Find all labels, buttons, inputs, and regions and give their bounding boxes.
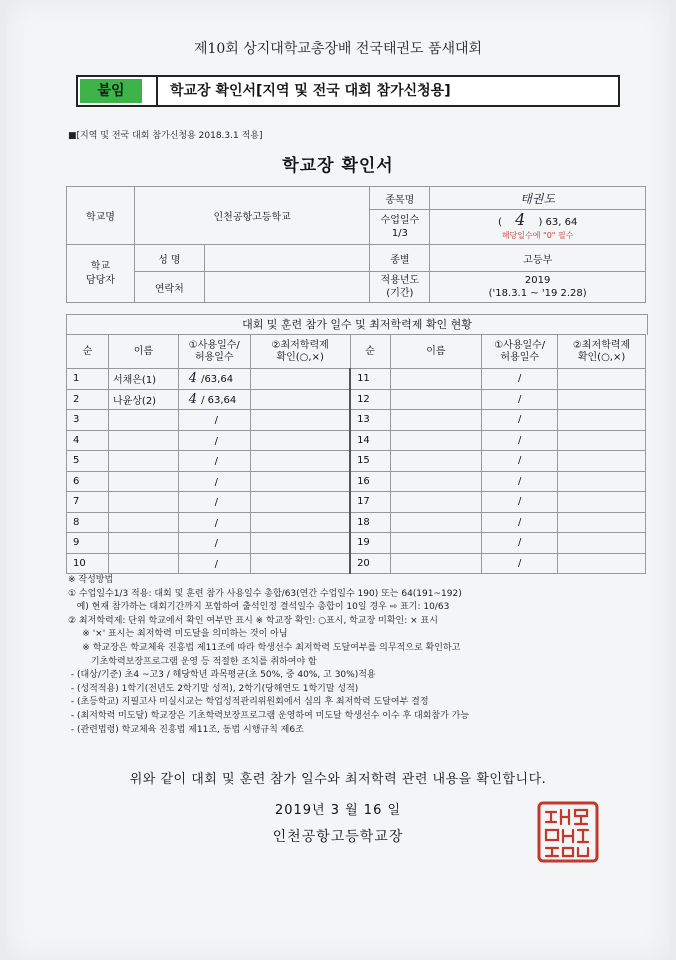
participants-table (66, 334, 646, 574)
row-days-allowed: / (214, 558, 218, 570)
header-days-right (482, 335, 558, 369)
row-minimum-check (250, 553, 350, 574)
row-minimum-check (250, 451, 350, 472)
row-name-right (390, 369, 482, 390)
header-minimum-line1: ②최저학력제 (271, 339, 329, 351)
row-minimum-check (250, 369, 350, 390)
applicable-note: ■[지역 및 전국 대회 참가신청용 2018.3.1 적용] (68, 131, 263, 141)
table-row (67, 369, 646, 390)
table-row (67, 430, 646, 451)
instruction-line: ① 수업일수1/3 적용: 대회 및 훈련 참가 사용일수 총합/63(연간 수업일수 190) 또는 64(191~192) (68, 588, 462, 599)
instruction-line: - (초등학교) 지필고사 미실시교는 학업성적관리위원회에서 심의 후 최저학력 도달여부 결정 (68, 697, 429, 708)
header-minimum-right-line2: 확인(○,×) (577, 351, 626, 363)
row-no-right: 14 (350, 430, 390, 451)
days-label-line1: 수업일수 (380, 215, 420, 226)
table-row (67, 512, 646, 533)
row-minimum-check-right (558, 369, 646, 390)
year-value-line1: 2019 (524, 275, 551, 286)
row-days-handwritten: 4 (188, 371, 198, 387)
table-row (67, 471, 646, 492)
days-value-line (430, 209, 645, 229)
table-header-row (67, 335, 646, 369)
row-days (178, 430, 250, 451)
participants-body (67, 369, 646, 574)
row-days-allowed: / (214, 415, 218, 427)
instruction-line: - (성적적용) 1학기(전년도 2학기말 성적), 2학기(당해연도 1학기말 성적) (68, 683, 359, 694)
instruction-line: - (관련법령) 학교체육 진흥법 제11조, 동법 시행규칙 제6조 (68, 724, 304, 735)
row-minimum-check-right (558, 389, 646, 410)
header-days (178, 335, 250, 369)
instruction-line: ② 최저학력제: 단위 학교에서 확인 여부만 표시 ※ 학교장 확인: ○표시, 학교장 미확인: × 표시 (68, 615, 438, 626)
row-name-right (390, 430, 482, 451)
row-name-right (390, 492, 482, 513)
instruction-line: 기초학력보장프로그램 운영 등 적절한 조치를 취하여야 함 (68, 656, 317, 667)
days-allowed: ) 63, 64 (538, 216, 578, 228)
table-row (67, 451, 646, 472)
writing-instructions (68, 574, 668, 737)
contact-group-label (67, 245, 135, 303)
row-no-right: 11 (350, 369, 390, 390)
name-value (204, 245, 370, 272)
row-days-allowed: /63,64 (201, 374, 234, 386)
row-days (178, 471, 250, 492)
event-value: 태권도 (430, 187, 646, 210)
header-days-right-line1: ①사용일수/ (494, 339, 546, 351)
row-days-right: / (482, 492, 558, 513)
row-name (108, 492, 178, 513)
phone-label: 연락처 (134, 272, 204, 303)
row-name (108, 430, 178, 451)
row-days (178, 533, 250, 554)
row-no-right: 17 (350, 492, 390, 513)
contact-group-label-line1: 학교 (90, 260, 111, 272)
attachment-tag: 붙임 (80, 79, 142, 103)
table-row (67, 533, 646, 554)
row-name-right (390, 389, 482, 410)
instruction-line: ※ 학교장은 학교체육 진흥법 제11조에 따라 학생선수 최저학력 도달여부를 의무적으로 확인하고 (68, 642, 461, 653)
row-days-handwritten: 4 (188, 391, 198, 407)
days-label (370, 210, 430, 245)
instruction-line: 예) 현재 참가하는 대회기간까지 포함하여 출석인정 결석일수 총합이 10일 경우 ⇨ 표기: 10/63 (68, 602, 450, 613)
row-no: 6 (67, 471, 109, 492)
row-no: 9 (67, 533, 109, 554)
row-no: 4 (67, 430, 109, 451)
row-no: 2 (67, 389, 109, 410)
row-days-allowed: / (214, 476, 218, 488)
days-handwritten: 4 (515, 209, 526, 229)
header-minimum (250, 335, 350, 369)
row-no-right: 15 (350, 451, 390, 472)
row-days (178, 553, 250, 574)
row-minimum-check-right (558, 471, 646, 492)
instruction-line: ※ '×' 표시는 최저학력 미도달을 의미하는 것이 아님 (68, 629, 288, 640)
year-value (430, 272, 646, 303)
row-days (178, 492, 250, 513)
status-title: 대회 및 훈련 참가 일수 및 최저학력제 확인 현황 (66, 314, 648, 335)
signature-date: 2019년 3 월 16 일 (274, 803, 402, 818)
row-days-right: / (482, 471, 558, 492)
attachment-title: 학교장 확인서[지역 및 전국 대회 참가신청용] (170, 83, 451, 99)
row-days (178, 451, 250, 472)
row-minimum-check (250, 389, 350, 410)
table-row (67, 492, 646, 513)
row-days-right: / (482, 369, 558, 390)
row-name-right (390, 553, 482, 574)
row-days (178, 369, 250, 390)
row-minimum-check-right (558, 451, 646, 472)
row-minimum-check-right (558, 533, 646, 554)
row-minimum-check-right (558, 492, 646, 513)
row-minimum-check-right (558, 553, 646, 574)
row-minimum-check (250, 533, 350, 554)
row-days-right: / (482, 389, 558, 410)
row-no: 1 (67, 369, 109, 390)
row-minimum-check-right (558, 410, 646, 431)
header-days-line1: ①사용일수/ (188, 339, 240, 351)
header-minimum-right (558, 335, 646, 369)
year-label-line1: 적용년도 (380, 275, 420, 286)
year-value-line2: ('18.3.1 ~ '19 2.28) (488, 288, 587, 299)
divider (156, 77, 158, 105)
row-days-allowed: / (214, 517, 218, 529)
row-days-right: / (482, 512, 558, 533)
row-no: 7 (67, 492, 109, 513)
phone-value (204, 272, 370, 303)
header-minimum-line2: 확인(○,×) (276, 351, 324, 363)
school-label: 학교명 (67, 187, 135, 245)
row-days-allowed: / (214, 538, 218, 550)
table-row (67, 553, 646, 574)
school-info-table (66, 186, 646, 303)
row-days-allowed: / 63,64 (201, 394, 237, 406)
year-label (370, 272, 430, 303)
instruction-line: ※ 작성방법 (68, 575, 114, 585)
row-name (108, 553, 178, 574)
table-row (67, 410, 646, 431)
confirm-statement: 위와 같이 대회 및 훈련 참가 일수와 최저학력 관련 내용을 확인합니다. (129, 772, 547, 787)
header-days-line2: 허용일수 (194, 351, 234, 363)
row-days-right: / (482, 410, 558, 431)
contact-group-label-line2: 담당자 (85, 274, 115, 286)
header-name-right: 이름 (390, 335, 482, 369)
category-value: 고등부 (430, 245, 646, 272)
category-label: 종별 (370, 245, 430, 272)
row-minimum-check (250, 471, 350, 492)
row-name-right (390, 533, 482, 554)
header-no: 순 (67, 335, 109, 369)
table-row (67, 389, 646, 410)
row-no: 3 (67, 410, 109, 431)
row-days (178, 512, 250, 533)
row-days-right: / (482, 533, 558, 554)
row-days-right: / (482, 451, 558, 472)
row-name (108, 512, 178, 533)
row-minimum-check (250, 430, 350, 451)
row-minimum-check (250, 512, 350, 533)
row-days-allowed: / (214, 456, 218, 468)
row-minimum-check-right (558, 512, 646, 533)
school-seal-stamp (536, 800, 600, 864)
instruction-line: - (최저학력 미도달) 학교장은 기초학력보장프로그램 운영하여 미도달 학생선수 이수 후 대회참가 가능 (68, 710, 470, 721)
row-minimum-check (250, 410, 350, 431)
header-days-right-line2: 허용일수 (500, 351, 540, 363)
event-label: 종목명 (370, 187, 430, 210)
instruction-line: - (대상/기준) 초4 ~고3 / 해당학년 과목평균(초 50%, 중 40%, 고 30%)적용 (68, 670, 376, 681)
row-days (178, 410, 250, 431)
days-open-paren: ( (497, 216, 502, 228)
row-no: 10 (67, 553, 109, 574)
row-minimum-check (250, 492, 350, 513)
principal-name: 인천공항고등학교장 (272, 829, 404, 845)
row-name (108, 410, 178, 431)
row-no-right: 12 (350, 389, 390, 410)
row-name-right (390, 451, 482, 472)
row-name: 서채은(1) (108, 369, 178, 390)
row-minimum-check-right (558, 430, 646, 451)
year-label-line2: (기간) (386, 288, 414, 299)
school-name: 인천공항고등학교 (134, 187, 370, 245)
row-no-right: 16 (350, 471, 390, 492)
row-days-right: / (482, 430, 558, 451)
name-label: 성 명 (134, 245, 204, 272)
row-days-right: / (482, 553, 558, 574)
days-note: 해당일수에 "0" 필수 (501, 230, 574, 240)
row-name: 나윤상(2) (108, 389, 178, 410)
row-no: 5 (67, 451, 109, 472)
header-no-right: 순 (350, 335, 390, 369)
header-minimum-right-line1: ②최저학력제 (572, 339, 631, 351)
header-name: 이름 (108, 335, 178, 369)
document-title: 학교장 확인서 (282, 156, 394, 176)
attachment-header (76, 75, 620, 107)
row-name (108, 533, 178, 554)
row-name-right (390, 410, 482, 431)
row-name (108, 471, 178, 492)
row-no-right: 18 (350, 512, 390, 533)
row-no-right: 13 (350, 410, 390, 431)
row-name-right (390, 512, 482, 533)
days-value (430, 210, 646, 245)
row-days-allowed: / (214, 435, 218, 447)
row-no: 8 (67, 512, 109, 533)
row-no-right: 19 (350, 533, 390, 554)
row-days-allowed: / (214, 497, 218, 509)
row-no-right: 20 (350, 553, 390, 574)
days-label-line2: 1/3 (391, 228, 408, 239)
event-title: 제10회 상지대학교총장배 전국태권도 품새대회 (193, 41, 483, 57)
row-days (178, 389, 250, 410)
row-name-right (390, 471, 482, 492)
row-name (108, 451, 178, 472)
document-page (6, 0, 670, 960)
